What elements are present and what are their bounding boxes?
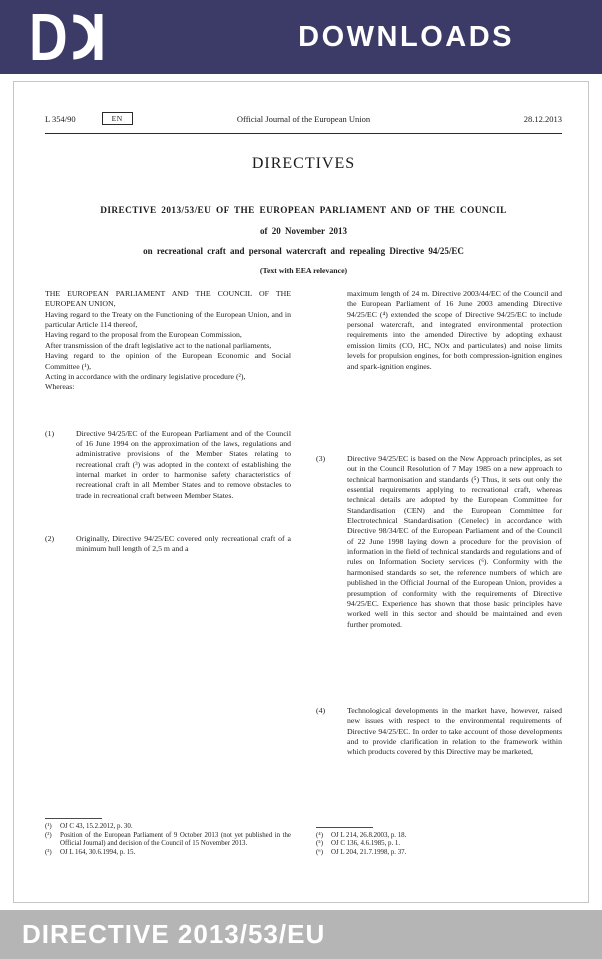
footnote-rule: [45, 818, 102, 819]
directive-title-line1: DIRECTIVE 2013/53/EU OF THE EUROPEAN PARLIAMENT AND OF THE COUNCIL: [100, 206, 507, 216]
recital-2-continuation: [316, 289, 562, 372]
recital-text: Directive 94/25/EC is based on the New Approach principles, as set out in the Council Resolution of 7 May 1985 on a new approach to technical harmonisation and standards (⁵) Thus, it sets out only the essential requirements applying to recreational craft, whereas technical details are adopted by the European Committee for Standardisation (CEN) and the European Committee for Electrotechnical Standardisation (Cenelec) in accordance with Directive 98/34/EC of the European Parliament and of the Council of 22 June 1998 laying down a procedure for the provision of information in the field of technical standards and regulations and of rules on Information Society services (⁶). Conformity with the harmonised standards so set, the reference numbers of which are published in the Official Journal of the European Union, provides a presumption of conformity with the requirements of Directive 94/25/EC. Experience has shown that those basic principles have worked well in this sector and should be maintained and even further promoted.: [347, 453, 562, 629]
footnote-number: (⁴): [316, 831, 323, 839]
language-badge: EN: [102, 112, 133, 125]
footnote-number: (¹): [45, 822, 52, 830]
footnote-text: OJ L 164, 30.6.1994, p. 15.: [60, 849, 136, 857]
journal-header-left: [45, 112, 195, 125]
directive-title-block: [45, 206, 562, 275]
footnote-number: (²): [45, 831, 52, 839]
footnote-text: OJ C 43, 15.2.2012, p. 30.: [60, 822, 133, 830]
footnote: [316, 832, 562, 841]
dci-logo-icon[interactable]: [30, 11, 106, 63]
app-footer: [0, 910, 602, 959]
opening-phrase: THE EUROPEAN PARLIAMENT AND THE COUNCIL OF THE EUROPEAN UNION,: [45, 289, 291, 309]
right-column: [316, 289, 562, 863]
recital-number: (4): [316, 705, 326, 715]
document-page: [13, 81, 589, 903]
footnote-number: (³): [45, 849, 52, 857]
preamble-paragraph: Having regard to the proposal from the European Commission,: [45, 330, 242, 340]
footer-directive-label[interactable]: DIRECTIVE 2013/53/EU: [22, 919, 326, 949]
preamble-paragraph: Acting in accordance with the ordinary legislative procedure (²),: [45, 371, 246, 381]
recital-number: (1): [45, 428, 55, 438]
recital-number: (2): [45, 534, 55, 544]
recital-3: [316, 454, 562, 630]
document-viewport: [0, 74, 602, 910]
preamble-paragraph: Having regard to the Treaty on the Functioning of the European Union, and in particular Article 114 thereof,: [45, 309, 291, 330]
recital-text: Technological developments in the market have, however, raised new issues with respect to the environmental requirements of Directive 94/25/EC. In order to take account of those developments and to provide clarification in relation to the framework within which products covered by this Directive may be marketed,: [347, 705, 562, 757]
header-title: DOWNLOADS: [298, 20, 514, 53]
recital-text: Directive 94/25/EC of the European Parliament and of the Council of 16 June 1994 on the approximation of the laws, regulations and administrative provisions of the Member States relating to recreational craft (³) was adopted in the context of establishing the internal market in order to harmonise safety characteristics of recreational craft in all Member States and to remove obstacles to trade in recreational craft between Member States.: [76, 428, 291, 500]
left-footnotes: [45, 818, 291, 863]
footnote: [45, 849, 291, 858]
footnote: [45, 823, 291, 832]
right-footnotes: [316, 827, 562, 863]
journal-title: Official Journal of the European Union: [236, 113, 371, 124]
journal-header: [45, 112, 562, 134]
preamble-paragraph: After transmission of the draft legislative act to the national parliaments,: [45, 340, 272, 350]
section-heading: DIRECTIVES: [251, 155, 356, 172]
recital-text: Originally, Directive 94/25/EC covered only recreational craft of a minimum hull length of 2,5 m and a: [76, 534, 291, 554]
footnote-text: Position of the European Parliament of 9 October 2013 (not yet published in the Official Journal) and decision of the Council of 15 November 2013.: [60, 831, 291, 848]
footnote: [316, 849, 562, 858]
recital-2: [45, 534, 291, 555]
directive-title-line4: (Text with EEA relevance): [259, 266, 348, 275]
recital-number: (3): [316, 453, 326, 463]
directive-title-line2: of 20 November 2013: [259, 226, 348, 236]
footnote-text: OJ C 136, 4.6.1985, p. 1.: [331, 840, 401, 848]
left-column: [45, 289, 291, 863]
footnote: [45, 832, 291, 850]
recital-text: maximum length of 24 m. Directive 2003/44/EC of the Council and the European Parliament of 16 June 2003 amending Directive 94/25/EC (⁴) extended the scope of Directive 94/25/EC to include personal watercraft, and integrated environmental protection requirements into the amended Directive by adopting exhaust emission limits (CO, HC, NOx and particulates) and noise limits levels for propulsion engines, for both compression-ignition engines and spark-ignition engines.: [347, 289, 562, 371]
recital-number-spacer: [316, 289, 347, 372]
page-reference: L 354/90: [45, 113, 76, 124]
directive-title-line3: on recreational craft and personal watercraft and repealing Directive 94/25/EC: [143, 246, 464, 256]
footnote-rule: [316, 827, 373, 828]
recital-4: [316, 706, 562, 758]
footnote-number: (⁶): [316, 849, 323, 857]
whereas-label: Whereas:: [45, 382, 75, 392]
recital-1: [45, 429, 291, 502]
footnote: [316, 840, 562, 849]
footnote-text: OJ L 214, 26.8.2003, p. 18.: [331, 831, 407, 839]
footnote-number: (⁵): [316, 840, 323, 848]
footnote-text: OJ L 204, 21.7.1998, p. 37.: [331, 849, 407, 857]
document-columns: [45, 289, 562, 863]
preamble-paragraph: Having regard to the opinion of the European Economic and Social Committee (¹),: [45, 351, 291, 371]
app-header: [0, 0, 602, 74]
journal-date: 28.12.2013: [523, 113, 562, 124]
